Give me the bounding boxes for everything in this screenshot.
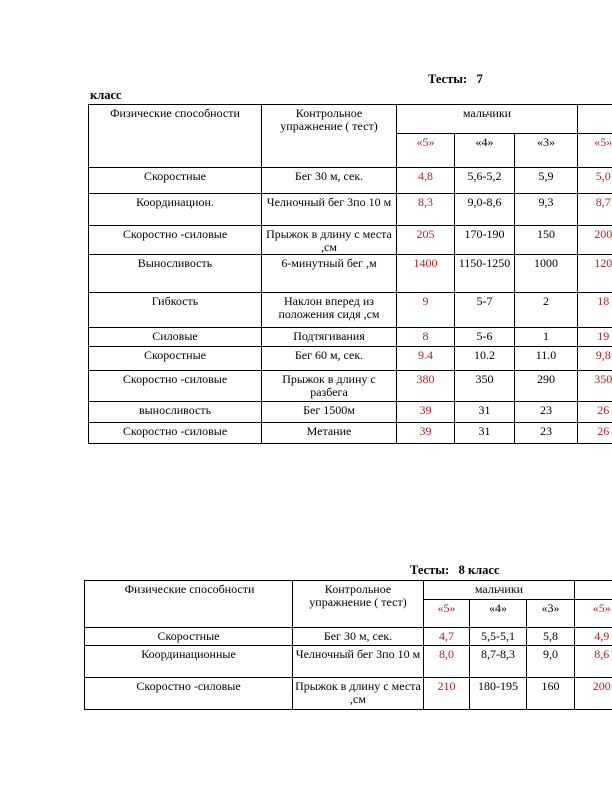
- grade3-cell: 2: [515, 293, 578, 328]
- fitness-table-grade-7: [88, 104, 612, 444]
- grade5-girls-cell: 350: [578, 371, 612, 402]
- table-header-row: [85, 581, 612, 600]
- grade4-cell: 8,7-8,3: [470, 646, 527, 678]
- grade5-cell: 8,3: [397, 194, 455, 226]
- table-row: [89, 293, 612, 328]
- table-row: [89, 371, 612, 402]
- table-row: [85, 628, 612, 646]
- grade4-cell: 31: [455, 423, 515, 444]
- grade3-cell: 150: [515, 226, 578, 255]
- grade3-cell: 1: [515, 328, 578, 347]
- ability-cell: Выносливость: [89, 255, 262, 293]
- grade5-girls-cell: 18: [578, 293, 612, 328]
- grade5-cell: 9.4: [397, 347, 455, 371]
- ability-cell: Скоростные: [89, 347, 262, 371]
- table-row: [89, 194, 612, 226]
- grade5-girls-cell: 8,7: [578, 194, 612, 226]
- table1-title-class: класс: [90, 88, 122, 102]
- grade5-girls-cell: 200: [575, 678, 612, 710]
- ability-cell: Гибкость: [89, 293, 262, 328]
- grade5-cell: 1400: [397, 255, 455, 293]
- exercise-cell: Метание: [262, 423, 397, 444]
- table1-title-grade: 7: [476, 72, 483, 86]
- header-boys: мальчики: [424, 581, 575, 600]
- grade4-cell: 5-7: [455, 293, 515, 328]
- grade4-cell: 10.2: [455, 347, 515, 371]
- header-girls: [575, 581, 612, 600]
- grade3-cell: 5,8: [527, 628, 575, 646]
- grade3-cell: 160: [527, 678, 575, 710]
- ability-cell: Координационные: [85, 646, 293, 678]
- ability-cell: Скоростно -силовые: [89, 371, 262, 402]
- grade5-girls-cell: 19: [578, 328, 612, 347]
- ability-cell: Скоростные: [85, 628, 293, 646]
- exercise-cell: Челночный бег 3по 10 м: [293, 646, 424, 678]
- grade4-cell: 5-6: [455, 328, 515, 347]
- grade5-girls-cell: 8,6: [575, 646, 612, 678]
- table2-title-class: 8 класс: [458, 563, 500, 577]
- grade-5: «5»: [424, 600, 470, 628]
- table-row: [89, 423, 612, 444]
- exercise-cell: Прыжок в длину с разбега: [262, 371, 397, 402]
- grade5-cell: 9: [397, 293, 455, 328]
- table1-title-tests: Тесты: 7: [428, 72, 483, 86]
- grade3-cell: 290: [515, 371, 578, 402]
- grade3-cell: 1000: [515, 255, 578, 293]
- grade5-girls-cell: 26: [578, 423, 612, 444]
- grade-3: «3»: [527, 600, 575, 628]
- exercise-cell: Бег 30 м, сек.: [262, 168, 397, 194]
- grade4-cell: 9,0-8,6: [455, 194, 515, 226]
- fitness-table-grade-8: [84, 580, 612, 710]
- table2-title: Тесты: 8 класс: [410, 563, 500, 577]
- table-header-row: [89, 105, 612, 134]
- table-row: [85, 678, 612, 710]
- grade-5-girls: «5»: [578, 133, 612, 167]
- grade4-cell: 350: [455, 371, 515, 402]
- header-boys: мальчики: [397, 105, 578, 134]
- grade4-cell: 1150-1250: [455, 255, 515, 293]
- ability-cell: Скоростно -силовые: [89, 226, 262, 255]
- grade3-cell: 9,3: [515, 194, 578, 226]
- table-row: [89, 226, 612, 255]
- exercise-cell: Бег 30 м, сек.: [293, 628, 424, 646]
- grade5-cell: 8,0: [424, 646, 470, 678]
- exercise-cell: Наклон вперед из положения сидя ,см: [262, 293, 397, 328]
- header-exercise: Контрольное упражнение ( тест): [262, 105, 397, 168]
- grade3-cell: 9,0: [527, 646, 575, 678]
- grade5-girls-cell: 5,0: [578, 168, 612, 194]
- grade-3: «3»: [515, 133, 578, 167]
- header-girls: [578, 105, 612, 134]
- grade5-cell: 210: [424, 678, 470, 710]
- grade5-cell: 205: [397, 226, 455, 255]
- grade4-cell: 5,6-5,2: [455, 168, 515, 194]
- ability-cell: Силовые: [89, 328, 262, 347]
- grade5-cell: 4,8: [397, 168, 455, 194]
- grade3-cell: 5,9: [515, 168, 578, 194]
- ability-cell: Координацион.: [89, 194, 262, 226]
- header-abilities: Физические способности: [89, 105, 262, 168]
- exercise-cell: Прыжок в длину с места ,см: [262, 226, 397, 255]
- grade4-cell: 180-195: [470, 678, 527, 710]
- header-exercise: Контрольное упражнение ( тест): [293, 581, 424, 628]
- exercise-cell: Прыжок в длину с места ,см: [293, 678, 424, 710]
- ability-cell: Скоростно -силовые: [89, 423, 262, 444]
- ability-cell: Скоростно -силовые: [85, 678, 293, 710]
- grade5-girls-cell: 200: [578, 226, 612, 255]
- grade4-cell: 5,5-5,1: [470, 628, 527, 646]
- table-row: [89, 168, 612, 194]
- grade4-cell: 31: [455, 402, 515, 423]
- table-row: [89, 402, 612, 423]
- exercise-cell: Челночный бег 3по 10 м: [262, 194, 397, 226]
- grade5-cell: 380: [397, 371, 455, 402]
- table-row: [89, 347, 612, 371]
- grade5-girls-cell: 120: [578, 255, 612, 293]
- ability-cell: выносливость: [89, 402, 262, 423]
- grade5-cell: 39: [397, 402, 455, 423]
- ability-cell: Скоростные: [89, 168, 262, 194]
- grade5-girls-cell: 26: [578, 402, 612, 423]
- grade5-cell: 39: [397, 423, 455, 444]
- grade5-cell: 8: [397, 328, 455, 347]
- grade3-cell: 11.0: [515, 347, 578, 371]
- exercise-cell: Подтягивания: [262, 328, 397, 347]
- grade5-girls-cell: 4,9: [575, 628, 612, 646]
- grade3-cell: 23: [515, 423, 578, 444]
- table-row: [89, 255, 612, 293]
- grade-4: «4»: [470, 600, 527, 628]
- grade-5: «5»: [397, 133, 455, 167]
- grade5-girls-cell: 9,8: [578, 347, 612, 371]
- header-abilities: Физические способности: [85, 581, 293, 628]
- exercise-cell: Бег 60 м, сек.: [262, 347, 397, 371]
- grade-5-girls: «5»: [575, 600, 612, 628]
- exercise-cell: Бег 1500м: [262, 402, 397, 423]
- table-row: [85, 646, 612, 678]
- table-row: [89, 328, 612, 347]
- exercise-cell: 6-минутный бег ,м: [262, 255, 397, 293]
- grade3-cell: 23: [515, 402, 578, 423]
- grade5-cell: 4,7: [424, 628, 470, 646]
- grade4-cell: 170-190: [455, 226, 515, 255]
- grade-4: «4»: [455, 133, 515, 167]
